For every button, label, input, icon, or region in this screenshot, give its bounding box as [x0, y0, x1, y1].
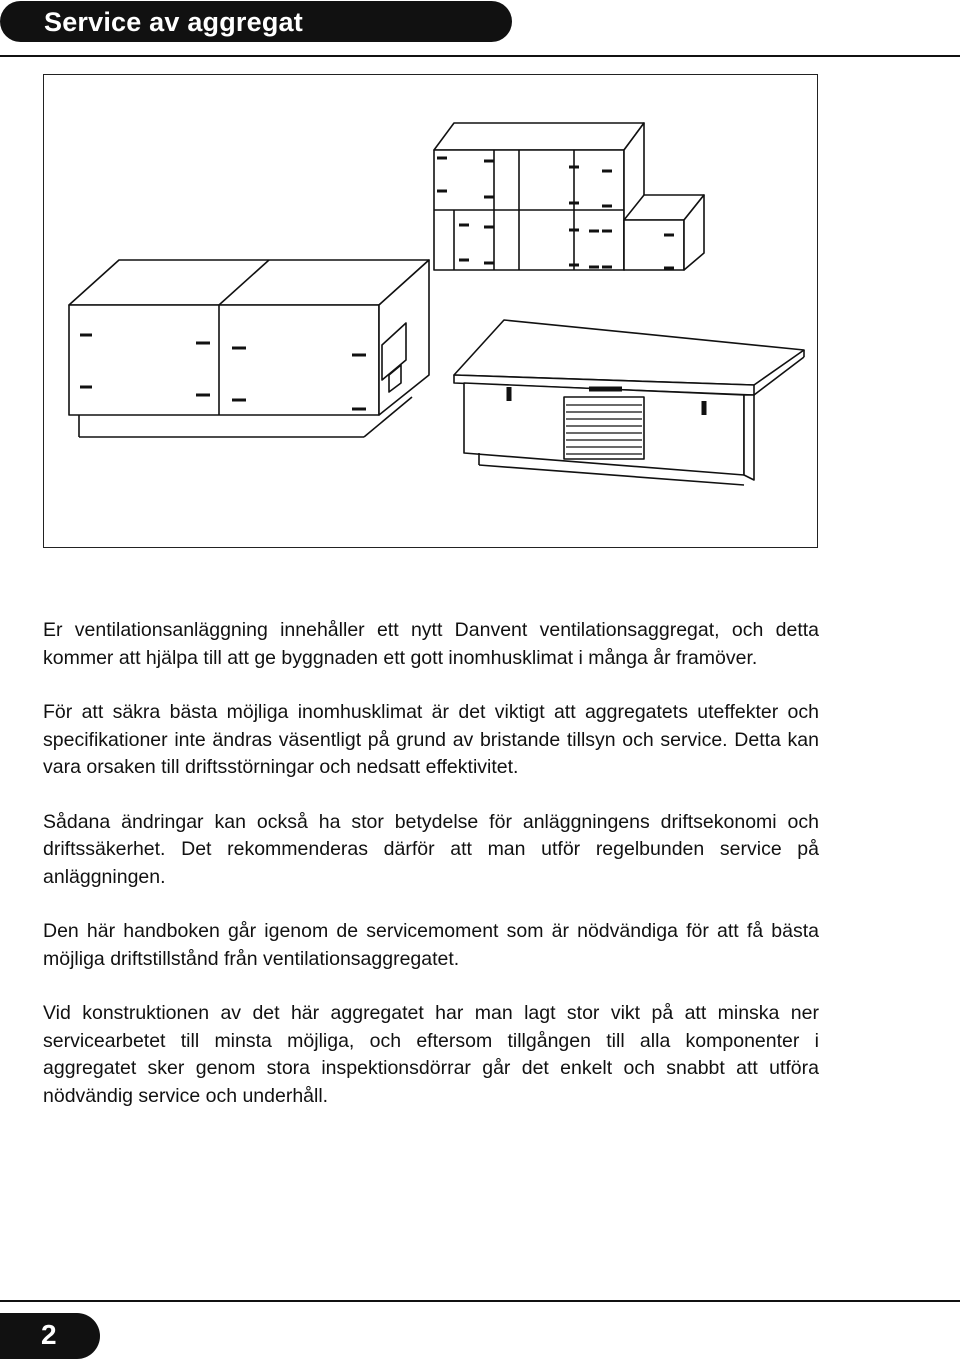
illustration-frame	[43, 74, 818, 548]
header-divider	[0, 55, 960, 57]
paragraph-indoor-climate: För att säkra bästa möjliga inomhusklimat är det viktigt att aggregatets uteffekter och specifikationer inte ändras väsentligt på grund av bristande tillsyn och service. Detta kan vara orsaken till driftsstörningar och nedsatt effektivitet.	[43, 701, 819, 778]
footer-divider	[0, 1300, 960, 1302]
page-number-badge	[0, 1313, 100, 1359]
ventilation-units-illustration	[44, 75, 819, 549]
paragraph-handbook: Den här handboken går igenom de servicemoment som är nödvändiga för att få bästa möjliga driftstillstånd från ventilationsaggregatet.	[43, 920, 819, 970]
flat-unit-drawing	[454, 320, 804, 485]
paragraph-economy: Sådana ändringar kan också ha stor betydelse för anläggningens driftsekonomi och driftssäkerhet. Det rekommenderas därför att man utför regelbunden service på anläggningen.	[43, 810, 819, 888]
header-banner	[22, 1, 512, 42]
body-text	[43, 617, 819, 1137]
page-number: 2	[41, 1319, 57, 1350]
page-title: Service av aggregat	[44, 7, 303, 37]
header-banner-cap	[0, 1, 40, 42]
paragraph-intro: Er ventilationsanläggning innehåller ett nytt Danvent ventilationsaggregat, och detta kommer att hjälpa till att ge byggnaden ett gott inomhusklimat i många år framöver.	[43, 619, 819, 669]
long-unit-drawing	[69, 260, 429, 437]
paragraph-construction: Vid konstruktionen av det här aggregatet har man lagt stor vikt på att minska ner servicearbetet till minsta möjliga, och eftersom tillgången till alla komponenter i aggregatet sker genom stora inspektionsdörrar går det enkelt och snabbt att utföra nödvändig service och underhåll.	[43, 1002, 819, 1107]
stacked-unit-drawing	[434, 123, 704, 270]
